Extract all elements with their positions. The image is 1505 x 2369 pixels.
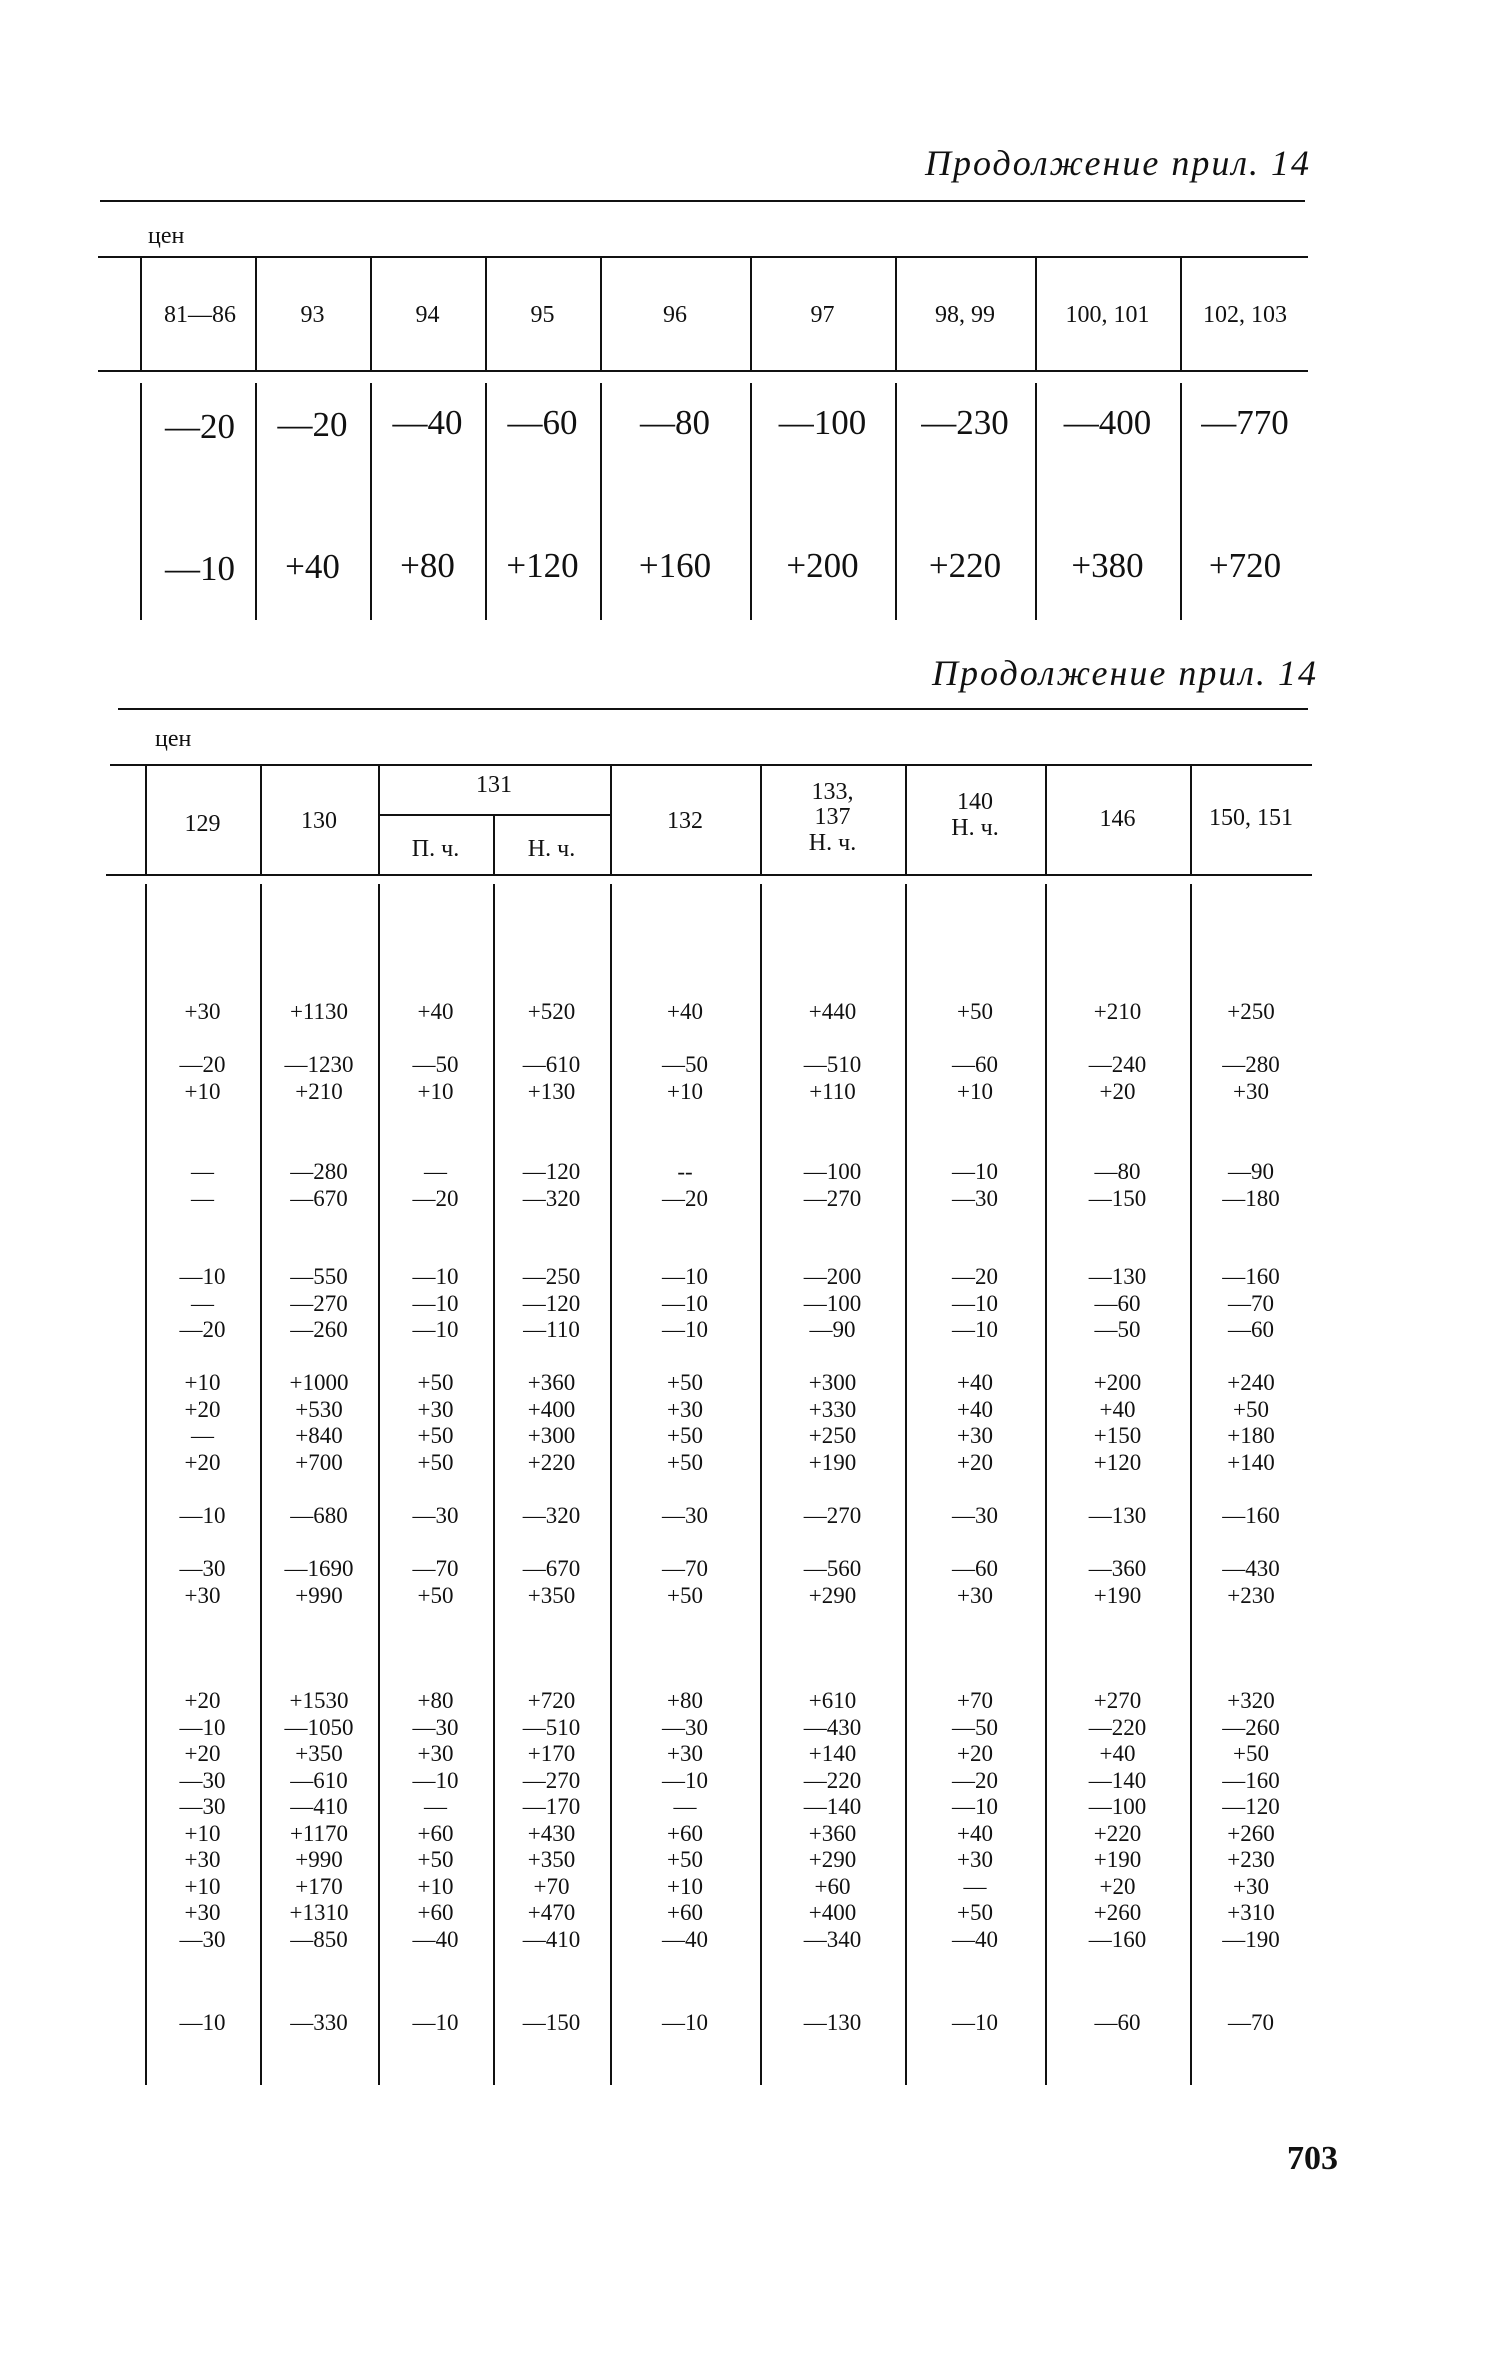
- table1-header-95: 95: [530, 302, 555, 328]
- table2-cell: +300 +330 +250 +190: [808, 1370, 857, 1475]
- table1-header-top-rule: [98, 256, 1308, 258]
- table2-header-129: 129: [184, 811, 221, 837]
- table2-cell: —50 +10: [662, 1052, 708, 1104]
- table1-cell: +120: [506, 546, 579, 585]
- table2-cell: -- —20: [662, 1159, 708, 1211]
- table2-cell: +40: [667, 999, 703, 1024]
- table2-cell: +1530 —1050 +350 —610 —410 +1170 +990 +170 +1310 —850: [284, 1688, 354, 1952]
- table2-header-150-151: 150, 151: [1209, 805, 1293, 831]
- table2-cell: —550 —270 —260: [290, 1264, 348, 1342]
- table1-cell: +40: [285, 547, 340, 586]
- table2-header-131: 131: [476, 772, 512, 798]
- table2-header-132: 132: [667, 808, 703, 834]
- table2-header-top-rule: [110, 764, 1312, 766]
- table1-header-98-99: 98, 99: [935, 302, 995, 328]
- table2-cell: +70 —50 +20 —20 —10 +40 +30 — +50 —40: [952, 1688, 998, 1952]
- table2-cell: — —20: [412, 1159, 459, 1211]
- table2-cell: +20 —10 +20 —30 —30 +10 +30 +10 +30 —30: [179, 1688, 226, 1952]
- table1-cell: —40: [392, 403, 463, 442]
- table2-cell: —1230 +210: [284, 1052, 354, 1104]
- table1-cell: —60: [507, 403, 578, 442]
- table2-header-133-line3: Н. ч.: [808, 830, 857, 856]
- table2-cell: +1000 +530 +840 +700: [289, 1370, 349, 1475]
- table2-cell: —130: [1088, 1503, 1147, 1528]
- table2-cell: +320 —260 +50 —160 —120 +260 +230 +30 +310 —190: [1222, 1688, 1280, 1952]
- table2-cell: —270: [803, 1503, 862, 1528]
- table2-cell: +250: [1227, 999, 1275, 1024]
- table2-cell: —200 —100 —90: [803, 1264, 862, 1342]
- table1-header-81-86: 81—86: [164, 302, 236, 328]
- table2-cell: +1130: [289, 999, 349, 1024]
- table2-cell: —50 +10: [412, 1052, 459, 1104]
- table2-cell: —10: [662, 2010, 708, 2035]
- table2-cell: —30: [952, 1503, 998, 1528]
- table2-cell: —680: [290, 1503, 348, 1528]
- table1-header-102-103: 102, 103: [1203, 302, 1287, 328]
- table2-cell: +50: [957, 999, 993, 1024]
- table2-cell: +80 —30 +30 —10 — +60 +50 +10 +60 —40: [662, 1688, 708, 1952]
- table2-cell: —280 —670: [290, 1159, 348, 1211]
- table2-label: цен: [155, 726, 192, 752]
- table2-cell: —70 +50: [412, 1556, 459, 1608]
- table2-cell: —150: [522, 2010, 581, 2035]
- table1-header-bottom-rule: [98, 370, 1308, 372]
- table2-cell: —80 —150: [1088, 1159, 1147, 1211]
- table2-cell: +210: [1093, 999, 1142, 1024]
- table1-header-96: 96: [663, 302, 687, 328]
- table2-cell: —90 —180: [1222, 1159, 1280, 1211]
- table2-cell: —10: [179, 2010, 226, 2035]
- table2-cell: —10: [179, 1503, 226, 1528]
- table2-cell: — —: [191, 1159, 214, 1211]
- table2-cell: —30 +30: [179, 1556, 226, 1608]
- table1-cell: —230: [921, 403, 1009, 442]
- table2-cell: —250 —120 —110: [522, 1264, 581, 1342]
- table2-cell: +50 +30 +50 +50: [667, 1370, 703, 1475]
- table2-cell: —60 +10: [952, 1052, 998, 1104]
- table2-cell: —70: [1228, 2010, 1274, 2035]
- table1-cell: +720: [1208, 546, 1282, 585]
- table1-header-94: 94: [415, 302, 440, 328]
- table2-cell: +610 —430 +140 —220 —140 +360 +290 +60 +400 —340: [803, 1688, 862, 1952]
- table2-cell: —10 — —20: [179, 1264, 226, 1342]
- table2-cell: —360 +190: [1088, 1556, 1147, 1608]
- table1-header-93: 93: [300, 302, 325, 328]
- table2-cell: —670 +350: [522, 1556, 581, 1608]
- table2-cell: —10 —10 —10: [662, 1264, 708, 1342]
- table1-top-rule: [100, 200, 1305, 202]
- caption-continuation-1: Продолжение прил. 14: [925, 143, 1312, 183]
- table1-cell: —10: [165, 549, 235, 588]
- table2-cell: —60 +30: [952, 1556, 998, 1608]
- table2-cell: —10: [412, 2010, 459, 2035]
- table2-header-140-line1: 140: [957, 789, 993, 815]
- table2-cell: +40: [417, 999, 454, 1024]
- table1-cell: —100: [778, 403, 867, 442]
- table2-cell: —70 +50: [662, 1556, 708, 1608]
- caption-continuation-2: Продолжение прил. 14: [932, 653, 1319, 693]
- table2-cell: —100 —270: [803, 1159, 862, 1211]
- table2-cell: —430 +230: [1222, 1556, 1280, 1608]
- table2-cell: +10 +20 — +20: [184, 1370, 221, 1475]
- table1-cell: +80: [400, 546, 455, 585]
- table2-cell: +440: [808, 999, 857, 1024]
- table2-cell: +200 +40 +150 +120: [1093, 1370, 1142, 1475]
- table2-header-140-line2: Н. ч.: [951, 815, 999, 841]
- table2-cell: —120 —320: [522, 1159, 581, 1211]
- table1-cell: +380: [1071, 546, 1144, 585]
- table1-cell: +220: [928, 546, 1002, 585]
- table2-cell: —320: [522, 1503, 581, 1528]
- table2-cell: —560 +290: [803, 1556, 862, 1608]
- table2-header-133-line2: 137: [814, 804, 851, 830]
- table2-cell: +520: [527, 999, 576, 1024]
- table1-cell: —770: [1201, 403, 1289, 442]
- table2-cell: —1690 +990: [284, 1556, 354, 1608]
- table2-cell: —30: [662, 1503, 708, 1528]
- page-number: 703: [1287, 2140, 1338, 2177]
- table1-header-97: 97: [810, 302, 835, 328]
- table2-cell: —610 +130: [522, 1052, 581, 1104]
- table1-cell: —400: [1063, 403, 1152, 442]
- table2-cell: —30: [412, 1503, 459, 1528]
- table2-header-bottom-rule: [106, 874, 1312, 876]
- table2-cell: —280 +30: [1222, 1052, 1280, 1104]
- table2-cell: —510 +110: [803, 1052, 862, 1104]
- table1-header-100-101: 100, 101: [1065, 302, 1150, 328]
- table2-cell: +50 +30 +50 +50: [417, 1370, 454, 1475]
- table2-cell: +40 +40 +30 +20: [957, 1370, 993, 1475]
- table2-cell: +720 —510 +170 —270 —170 +430 +350 +70 +470 —410: [522, 1688, 581, 1952]
- table2-cell: +270 —220 +40 —140 —100 +220 +190 +20 +260 —160: [1088, 1688, 1147, 1952]
- table2-header-133-line1: 133,: [811, 779, 854, 805]
- table2-top-rule: [118, 708, 1308, 710]
- table2-header-131-nch: Н. ч.: [527, 836, 576, 862]
- table2-cell: —130: [803, 2010, 862, 2035]
- table2-cell: +30: [184, 999, 221, 1024]
- table2-header-146: 146: [1099, 806, 1136, 832]
- table2-cell: —160 —70 —60: [1222, 1264, 1280, 1342]
- table1-cell: +160: [638, 546, 712, 585]
- table2-cell: —60: [1094, 2010, 1141, 2035]
- table2-cell: —10 —10 —10: [412, 1264, 459, 1342]
- table2-header-130: 130: [301, 808, 337, 834]
- table1-cell: —20: [277, 405, 348, 444]
- table1-label: цен: [148, 223, 185, 249]
- table1-cell: —20: [165, 407, 235, 446]
- table2-cell: +80 —30 +30 —10 — +60 +50 +10 +60 —40: [412, 1688, 459, 1952]
- table2-cell: —130 —60 —50: [1088, 1264, 1147, 1342]
- table2-cell: —20 +10: [179, 1052, 226, 1104]
- table2-cell: —20 —10 —10: [952, 1264, 998, 1342]
- table2-cell: +360 +400 +300 +220: [527, 1370, 576, 1475]
- table2-cell: —160: [1222, 1503, 1280, 1528]
- table2-cell: —240 +20: [1088, 1052, 1147, 1104]
- table2-cell: —10: [952, 2010, 998, 2035]
- table2-cell: —330: [290, 2010, 348, 2035]
- table1-cell: —80: [640, 403, 710, 442]
- table2-header-131-pch: П. ч.: [411, 836, 460, 862]
- table2-cell: +240 +50 +180 +140: [1227, 1370, 1275, 1475]
- table1-cell: +200: [786, 546, 859, 585]
- table2-cell: —10 —30: [952, 1159, 998, 1211]
